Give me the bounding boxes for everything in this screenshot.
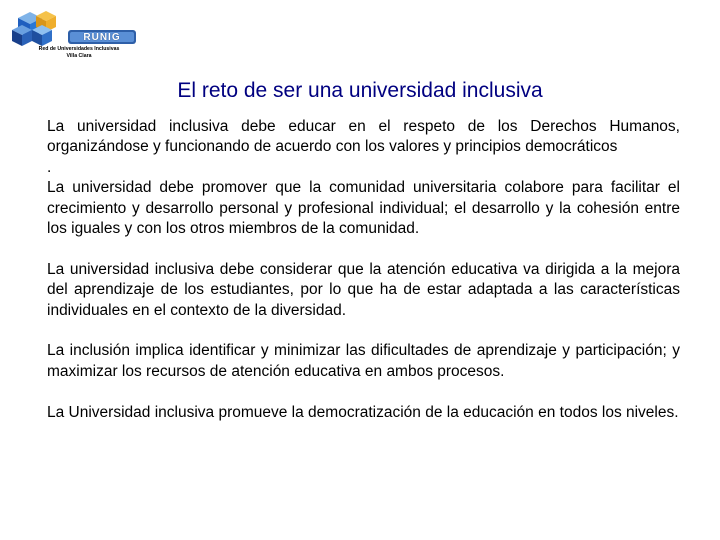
logo-caption-line2: Villa Clara — [66, 53, 92, 59]
paragraph-4: La inclusión implica identificar y minimizar las dificultades de aprendizaje y participación; y maximizar los recursos de atención educativa en ambos procesos. — [47, 342, 680, 380]
logo-wordmark: RUNIG — [83, 31, 121, 43]
logo-caption — [14, 46, 144, 60]
spacer — [47, 382, 680, 402]
spacer — [47, 321, 680, 341]
spacer — [47, 239, 680, 259]
paragraph-2: La universidad debe promover que la comunidad universitaria colabore para facilitar el crecimiento y desarrollo personal y profesional individual; el desarrollo y la cohesión entre los iguales y con los otros miembros de la comunidad. — [47, 179, 680, 238]
logo — [10, 8, 142, 64]
page-title: El reto de ser una universidad inclusiva — [177, 79, 543, 102]
logo-caption-line1: Red de Universidades Inclusivas — [38, 46, 120, 52]
paragraph-5: La Universidad inclusiva promueve la democratización de la educación en todos los niveles. — [47, 403, 679, 421]
paragraph-1: La universidad inclusiva debe educar en el respeto de los Derechos Humanos, organizándose y funcionando de acuerdo con los valores y principios democráticos — [47, 118, 680, 156]
paragraph-3: La universidad inclusiva debe considerar que la atención educativa va dirigida a la mejora del aprendizaje de los estudiantes, por lo que ha de estar adaptada a las características individuales en el contexto de la diversidad. — [47, 260, 680, 319]
paragraph-dot: . — [47, 158, 52, 176]
body-text — [47, 117, 680, 423]
